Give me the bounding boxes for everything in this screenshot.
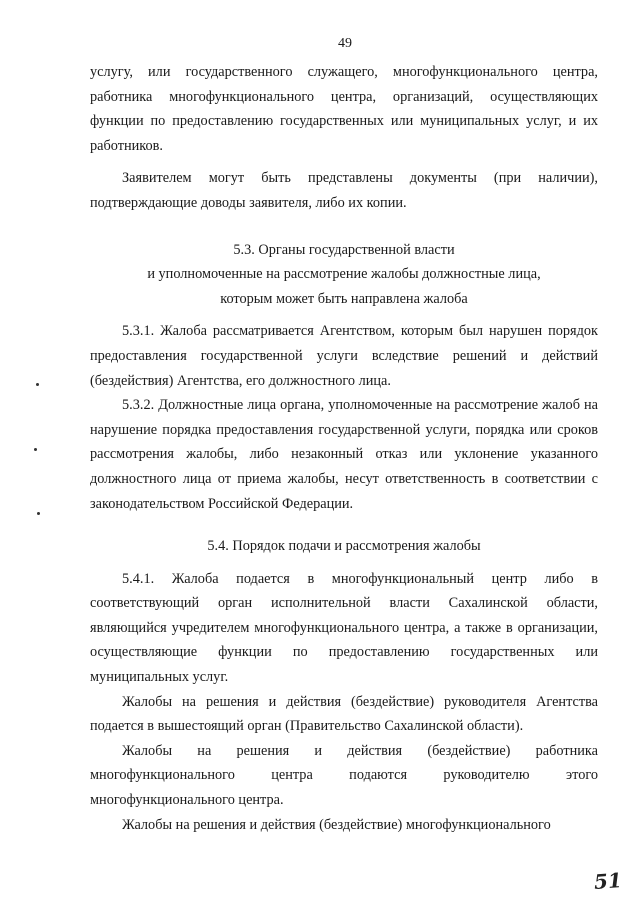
paragraph-continuation: услугу, или государственного служащего, многофункционального центра, работника многофункционального центра, организаций, осуществляющих функции по предоставлению государственных или муниципальных услуг, и их работников.	[90, 64, 598, 154]
handwritten-page-number: 51	[593, 868, 623, 894]
paragraph-5-4-1: 5.4.1. Жалоба подается в многофункциональный центр либо в соответствующий орган исполнительной власти Сахалинской области, являющийся учредителем многофункционального центра, а также в организации, осуществляющие функции по предоставлению государственных или муниципальных услуг.	[90, 570, 598, 686]
scan-mark	[34, 448, 37, 451]
paragraph-agency-head-complaints: Жалобы на решения и действия (бездействие) руководителя Агентства подается в вышестоящий орган (Правительство Сахалинской области).	[90, 693, 598, 735]
document-body	[90, 60, 598, 837]
paragraph-5-3-2: 5.3.2. Должностные лица органа, уполномоченные на рассмотрение жалоб на нарушение порядка предоставления государственной услуги, порядка или сроков рассмотрения жалобы, либо незаконный отказ или уклонение указанного должностного лица от приема жалобы, несут ответственность в соответствии с законодательством Российской Федерации.	[90, 397, 598, 512]
paragraph-mfc-complaints: Жалобы на решения и действия (бездействие) многофункционального	[122, 816, 551, 833]
scan-mark	[37, 512, 40, 515]
paragraph-5-3-1: 5.3.1. Жалоба рассматривается Агентством, которым был нарушен порядок предоставления государственной услуги вследствие решений и действий (бездействия) Агентства, его должностного лица.	[90, 323, 598, 389]
page-number: 49	[338, 36, 352, 51]
section-heading-5-4: 5.4. Порядок подачи и рассмотрения жалобы	[207, 538, 481, 555]
scan-mark	[36, 383, 39, 386]
section-heading-line: и уполномоченные на рассмотрение жалобы должностные лица,	[147, 266, 541, 283]
section-heading-line: которым может быть направлена жалоба	[220, 290, 468, 307]
paragraph-mfc-worker-complaints: Жалобы на решения и действия (бездействие) работника многофункционального центра подаются руководителю этого многофункционального центра.	[90, 742, 598, 809]
paragraph-applicant-documents: Заявителем могут быть представлены документы (при наличии), подтверждающие доводы заявителя, либо их копии.	[90, 170, 598, 211]
section-heading-5-3	[90, 238, 598, 312]
section-heading-line: 5.3. Органы государственной власти	[233, 241, 455, 258]
